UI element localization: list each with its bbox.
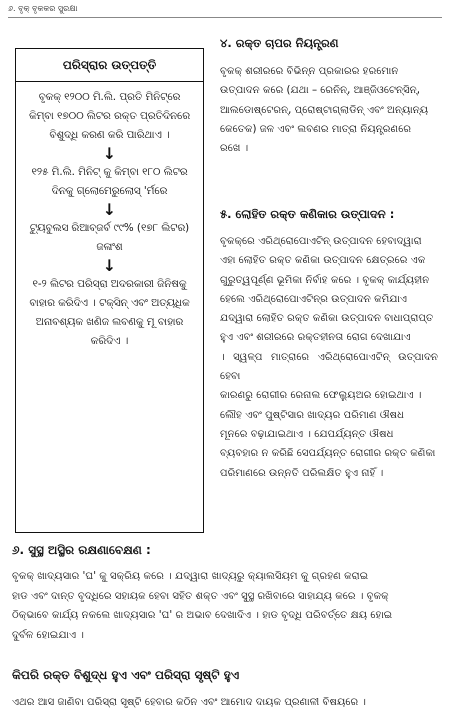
text-line: କେତେକ) ଜଳ ଏବଂ ଲବଣର ମାତ୍ରା ନିୟନ୍ତ୍ରଣରେ bbox=[220, 123, 412, 135]
text-line: ଗୁରୁତ୍ୱପୂର୍ଣ୍ଣ ଭୂମିକା ନିର୍ବାହ କରେ । ବୃକକ୍ କାର୍ଯ୍ୟହୀନ bbox=[220, 274, 430, 286]
text-line: ଯଦ୍ୱାରା ଲୋହିତ ରକ୍ତ କଣିକା ଉତ୍ପାଦନ ବାଧାପ୍ରାପ୍ତ bbox=[220, 313, 434, 325]
text-line: କାରଣରୁ ରୋଗୀର ରେନାଲ ଫେଲ୍ୟୁଅର ହୋଇଥାଏ । bbox=[220, 390, 422, 402]
text-line: ଉତ୍ପାଦନ କରେ (ଯଥା – ରେନିନ୍‌, ଆଞ୍ଜିଓଟେନ୍‌ସିନ୍‌, bbox=[220, 85, 420, 97]
section-4-body bbox=[220, 62, 438, 158]
running-header: ୬. ବୃକ୍‌ ବୃକକର ସୁରକ୍ଷା bbox=[8, 4, 78, 13]
text-line: ହେଲେ ଏରିଥ୍ରୋପୋଏଟିନ୍‌ର ଉତ୍ପାଦନ କମିଯାଏ bbox=[220, 293, 408, 305]
section-5-heading: ୫. ଲୋହିତ ରକ୍ତ କଣିକାର ଉତ୍ପାଦନ : bbox=[220, 207, 395, 221]
section-7-heading: କିପରି ରକ୍ତ ବିଶୁଦ୍ଧ ହୁଏ ଏବଂ ପରିସ୍ରା ସୃଷ୍ଟି ହୁଏ bbox=[12, 668, 240, 682]
text-line: ବୃକକ୍ ଖାଦ୍ୟସାର 'ଘ' କୁ ସକ୍ରିୟ କରେ । ଯଦ୍ୱାରା ଖାଦ୍ୟରୁ କ୍ୟାଲସିୟମ କୁ ଗ୍ରହଣ କରାଇ bbox=[12, 571, 369, 582]
text-line: ଦୁର୍ବଳ ହୋଇଯାଏ । bbox=[12, 629, 84, 641]
header-rule bbox=[8, 17, 442, 18]
flow-step-2: ୧୨୫ ମି.ଲି. ମିନିଟ୍‌ କୁ କିମ୍ବା ୧୮୦ ଲିଟର ଦିନକୁ ଗ୍ଲୋମେରୁଲୋସ୍ 'ର୍ମରେ bbox=[31, 166, 188, 197]
section-7-body: ଏଥର ଆସ ଜାଣିବା ପରିସ୍ରା ସୃଷ୍ଟି ହେବାର କଠିନ ଏବଂ ଆମୋଦ ଦାୟକ ପ୍ରଣାଳୀ ବିଷୟରେ । bbox=[12, 697, 367, 708]
box-title: ପରିସ୍ରାର ଉତ୍ପତ୍ତି bbox=[16, 49, 203, 82]
flow-step-3: ଟ୍ୟୁବୁଲସ ରିଆବ୍ଜର୍ବ ୯୯% (୧୭୮ ଲିଟର) ଜଳାଂଶ bbox=[29, 222, 190, 253]
text-line: ଏହା ଲୋହିତ ରକ୍ତ କଣିକା ଉତ୍ପାଦନ କ୍ଷେତ୍ରରେ ଏକ bbox=[220, 255, 426, 267]
down-arrow-icon: ↓ bbox=[102, 256, 117, 275]
urine-formation-box bbox=[15, 48, 204, 533]
section-5-body bbox=[220, 232, 438, 483]
text-line: । ସ୍ୱଳ୍ପ ମାତ୍ରାରେ ଏରିଥ୍ରୋପୋଏଟିନ୍‌ ଉତ୍ପାଦନ ହେବା bbox=[220, 351, 438, 383]
section-6-body bbox=[12, 567, 440, 645]
down-arrow-icon: ↓ bbox=[102, 200, 117, 219]
text-line: ଲୌହ ଏବଂ ପୁଷ୍ଟିସାର ଖାଦ୍ୟର ପରିମାଣ ଔଷଧ bbox=[220, 409, 405, 421]
box-body bbox=[16, 82, 203, 351]
text-line: ଆଲଡୋଷ୍ଟେରନ୍‌, ପ୍ରୋଷ୍ଟାଗ୍ଲାଡିନ୍‌ ଏବଂ ଅନ୍ୟାନ୍ୟ bbox=[220, 104, 429, 116]
section-6-heading: ୬. ସୁସ୍ଥ ଅସ୍ଥିର ରକ୍ଷଣାବେକ୍ଷଣ : bbox=[12, 543, 151, 557]
text-line: ବ୍ୟବହାର ନ କରିଛି ସେପର୍ଯ୍ୟନ୍ତ ରୋଗୀର ରକ୍ତ କଣିକା bbox=[220, 448, 436, 460]
text-line: ରଖେ । bbox=[220, 143, 249, 155]
text-line: ଠିକ୍‌ଭାବେ କାର୍ଯ୍ୟ ନକଲେ ଖାଦ୍ୟସାର 'ଘ' ର ଅଭାବ ଦେଖାଦିଏ । ହାଡ ବୃଦ୍ଧି ପରିବର୍ତ୍ତେ କ୍ଷୟ ହୋଇ bbox=[12, 610, 393, 621]
down-arrow-icon: ↓ bbox=[102, 144, 117, 163]
text-line: ହାଡ ଏବଂ ଦାନ୍ତ ବୃଦ୍ଧିରେ ସହାୟକ ହେବା ସହିତ ଶକ୍ତ ଏବଂ ସୁସ୍ଥ ରଖିବାରେ ସାହାଯ୍ୟ କରେ । ବୃକକ୍‌ bbox=[12, 590, 389, 602]
section-4-heading: ୪. ରକ୍ତ ଚାପର ନିୟନ୍ତ୍ରଣ bbox=[220, 36, 339, 50]
text-line: ପରିମାଣରେ ଉନ୍ନତି ପରିଲକ୍ଷିତ ହୁଏ ନାହିଁ । bbox=[220, 467, 384, 479]
text-line: ହୁଏ ଏବଂ ଶରୀରରେ ରକ୍ତହୀନତା ରୋଗ ଦେଖାଯାଏ bbox=[220, 332, 411, 344]
flow-step-4: ୧-୨ ଲିଟର ପରିସ୍ରା ଅଦରକାରୀ ଜିନିଷକୁ ବାହାର କରିଦିଏ । ଟକ୍ସିନ୍‌ ଏବଂ ଅତ୍ୟଧିକ ଅନାବଶ୍ୟକ ଖଣିଜ ଲବଣକୁ ମୂ ବାହାର କରିଦିଏ । bbox=[29, 278, 190, 347]
text-line: ବୃକକ୍ ଶରୀରରେ ବିଭିନ୍ନ ପ୍ରକାରର ହରମୋନ bbox=[220, 66, 399, 77]
flow-step-1: ବୃକକ୍ ୧୨୦୦ ମି.ଲି. ପ୍ରତି ମିନିଟ୍‌ରେ କିମ୍ବା ୧୭୦୦ ଲିଟର ରକ୍ତ ପ୍ରତିଦିନରେ ବିଶୁଦ୍ଧି କରଣ କରି ପାରିଥାଏ । bbox=[29, 91, 190, 141]
text-line: ବୃକକ୍‌ରେ ଏରିଥ୍ରୋପୋଏଟିନ୍‌ ଉତ୍ପାଦନ ହେବାଦ୍ୱାରା bbox=[220, 236, 422, 247]
text-line: ମୂନରେ ବଢ଼ାଯାଇଥାଏ । ଯେପର୍ଯ୍ୟନ୍ତ ଔଷଧ bbox=[220, 428, 394, 440]
